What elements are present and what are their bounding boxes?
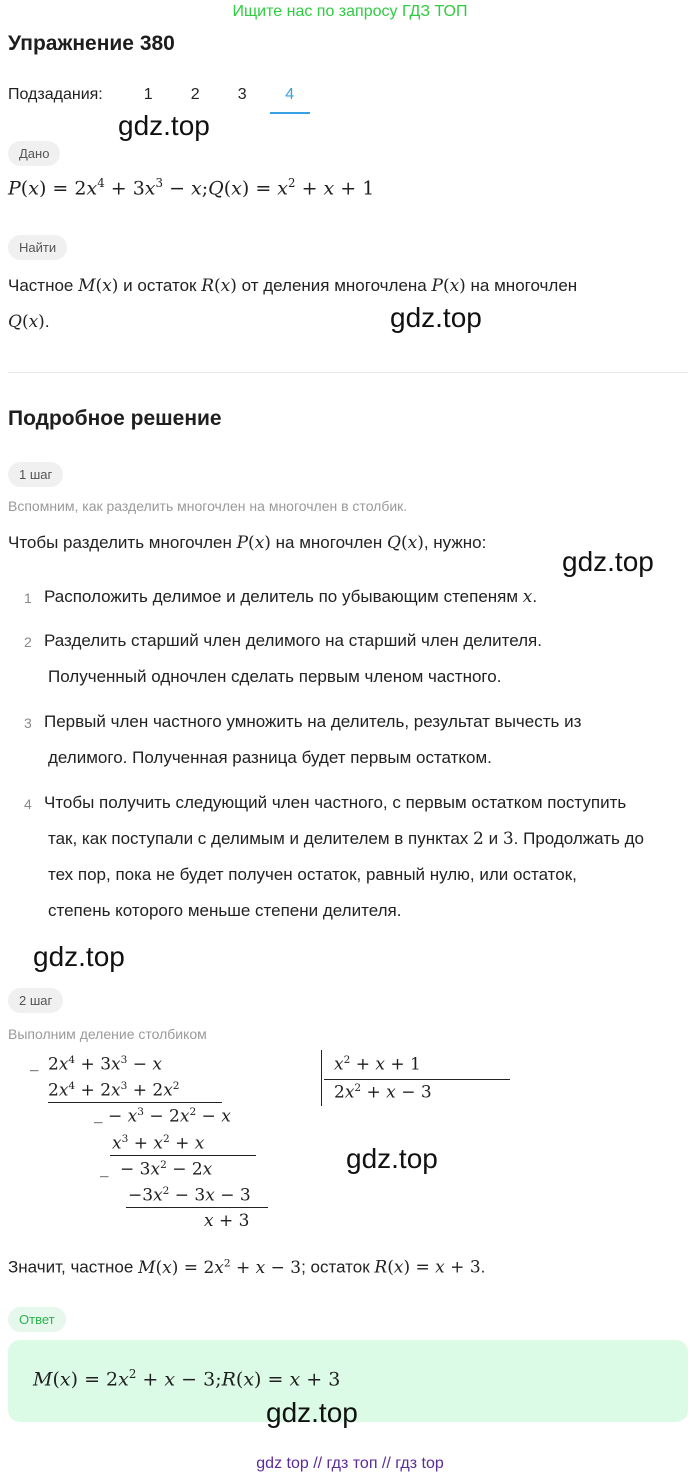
long-division: _ $2x^4 + 3x^3 - x$ $2x^4 + 2x^3 + 2x^2$ _ − $x^3 - 2x^2 - x$ $x^3 + x^2 + x$ _ − $3x^2 - 2x$ $-3x^2 - 3x - 3$ x + 3 $x^2 + x + 1$ $2x^2 + x - 3$ — [0, 1050, 700, 1240]
tab-subtask-4[interactable]: 4 — [270, 86, 310, 114]
math-P: P(x) — [236, 533, 271, 553]
list-item-text: тех пор, пока не будет получен остаток, равный нулю, или остаток, — [48, 865, 577, 884]
find-text: Частное M(x) и остаток R(x) от деления многочлена P(x) на многочлен Q(x). — [8, 276, 578, 332]
watermark: gdz.top — [118, 110, 210, 141]
list-item-text: . Продолжать до — [513, 829, 644, 848]
page-title: Упражнение 380 — [8, 32, 175, 55]
step1-hint: Вспомним, как разделить многочлен на многочлен в столбик. — [8, 498, 408, 514]
step1-chip: 1 шаг — [8, 462, 63, 487]
tab-subtask-3[interactable]: 3 — [237, 86, 247, 103]
answer-chip: Ответ — [8, 1307, 66, 1332]
list-item-text: Первый член частного умножить на делитель, результат вычесть из — [44, 712, 582, 731]
find-chip: Найти — [8, 235, 67, 260]
find-text-part: Частное — [8, 276, 74, 295]
given-chip: Дано — [8, 141, 60, 166]
list-item: так, как поступали с делимым и делителем в пунктах 2 и 3. Продолжать до — [48, 829, 644, 849]
list-number: 2 — [24, 634, 32, 650]
step2-hint: Выполним деление столбиком — [8, 1026, 207, 1042]
given-expression: $P(x) = 2x^4 + 3x^3$ − x;Q(x) = $x^2 + x + 1$ — [8, 176, 375, 200]
tab-subtask-1[interactable]: 1 — [143, 86, 153, 103]
list-item-text: делимого. Полученная разница будет первым остатком. — [48, 748, 492, 767]
intro-text: , нужно: — [423, 533, 487, 552]
math-M: M(x) — [78, 276, 119, 296]
list-number: 3 — [24, 715, 32, 731]
find-text-part: на многочлен — [470, 276, 578, 295]
list-item-text: и — [488, 829, 499, 848]
math-P: P(x) — [431, 276, 466, 296]
list-item-text: Полученный одночлен сделать первым членом частного. — [48, 667, 502, 686]
conclusion: Значит, частное $M(x) = 2x^2 + x - 3$; остаток R(x) = x + 3. — [8, 1257, 486, 1278]
answer-expression: $M(x) = 2x^2 + x$ − 3;R(x) = x + 3 — [33, 1367, 341, 1391]
subtasks-label: Подзадания: — [8, 86, 103, 103]
watermark: gdz.top — [346, 1143, 438, 1174]
divider — [8, 372, 688, 373]
list-item-text: Расположить делимое и делитель по убывающим степеням — [44, 587, 519, 606]
footer-links[interactable]: gdz top // гдз топ // гдз top — [256, 1455, 444, 1472]
conclusion-text: Значит, частное — [8, 1257, 134, 1277]
list-number: 1 — [24, 590, 32, 606]
watermark: gdz.top — [562, 546, 654, 577]
conclusion-text: ; остаток — [301, 1257, 370, 1277]
find-text-part: и остаток — [123, 276, 197, 295]
list-item-text: так, как поступали с делимым и делителем в пунктах — [48, 829, 469, 848]
math-Q: Q(x) — [387, 533, 424, 553]
tab-subtask-2[interactable]: 2 — [190, 86, 200, 103]
list-item: Расположить делимое и делитель по убывающим степеням x. — [44, 587, 538, 607]
watermark: gdz.top — [33, 941, 125, 972]
find-text-part: от деления многочлена — [241, 276, 427, 295]
watermark: gdz.top — [390, 302, 482, 333]
math-Q: Q(x) — [8, 312, 45, 332]
promo-banner[interactable]: Ищите нас по запросу ГДЗ ТОП — [232, 3, 468, 20]
solution-heading: Подробное решение — [8, 407, 222, 430]
list-item-text: степень которого меньше степени делителя. — [48, 901, 402, 920]
list-item-text: Разделить старший член делимого на старший член делителя. — [44, 631, 542, 650]
math-R: R(x) — [201, 276, 237, 296]
step1-intro — [8, 525, 486, 561]
list-item-text: Чтобы получить следующий член частного, с первым остатком поступить — [44, 793, 627, 812]
watermark: gdz.top — [266, 1397, 358, 1428]
list-number: 4 — [24, 796, 32, 812]
intro-text: Чтобы разделить многочлен — [8, 533, 232, 552]
intro-text: на многочлен — [275, 533, 383, 552]
step2-chip: 2 шаг — [8, 988, 63, 1013]
